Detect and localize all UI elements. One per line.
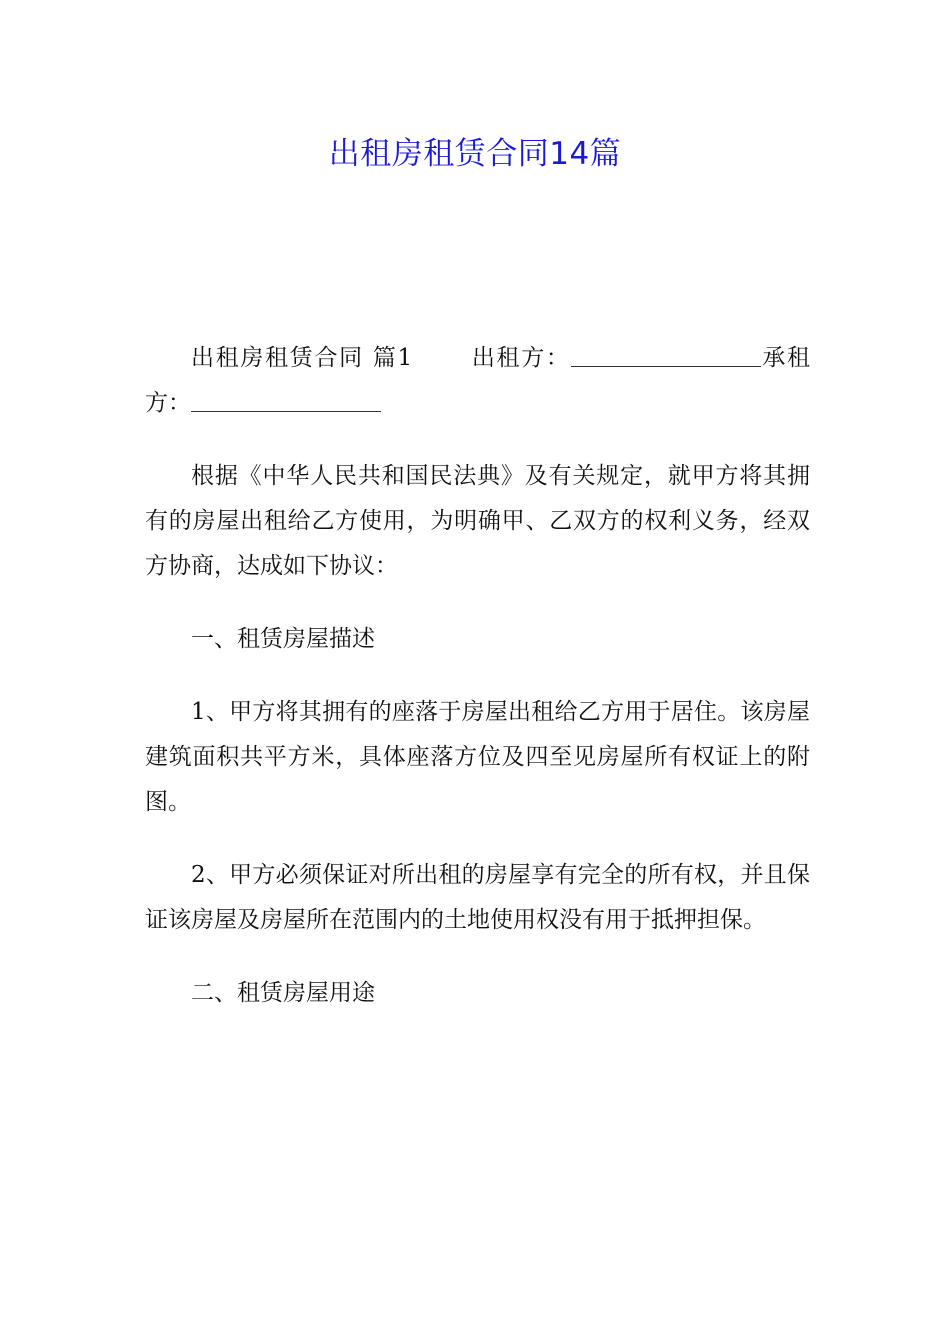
lessee-blank-line bbox=[191, 389, 381, 412]
intro-paragraph bbox=[145, 336, 810, 426]
clause-1: 1、甲方将其拥有的座落于房屋出租给乙方用于居住。该房屋建筑面积共平方米，具体座落方位及四至见房屋所有权证上的附图。 bbox=[145, 699, 810, 815]
document-title: 出租房租赁合同14篇 bbox=[328, 136, 622, 172]
lessor-blank-line bbox=[571, 344, 761, 367]
lessee-label-part1: 承租 bbox=[760, 345, 811, 371]
lessor-label: 出租方： bbox=[470, 345, 571, 371]
contract-label: 出租房租赁合同 篇1 bbox=[191, 345, 413, 371]
paragraph-preamble: 根据《中华人民共和国民法典》及有关规定，就甲方将其拥有的房屋出租给乙方使用，为明确甲、乙双方的权利义务，经双方协商，达成如下协议： bbox=[145, 463, 810, 579]
section-heading-1: 一、租赁房屋描述 bbox=[191, 626, 375, 652]
clause-2: 2、甲方必须保证对所出租的房屋享有完全的所有权，并且保证该房屋及房屋所在范围内的土地使用权没有用于抵押担保。 bbox=[145, 862, 810, 933]
section-heading-2: 二、租赁房屋用途 bbox=[191, 980, 375, 1006]
lessee-label-part2: 方： bbox=[145, 390, 191, 416]
document-body bbox=[145, 336, 810, 1044]
